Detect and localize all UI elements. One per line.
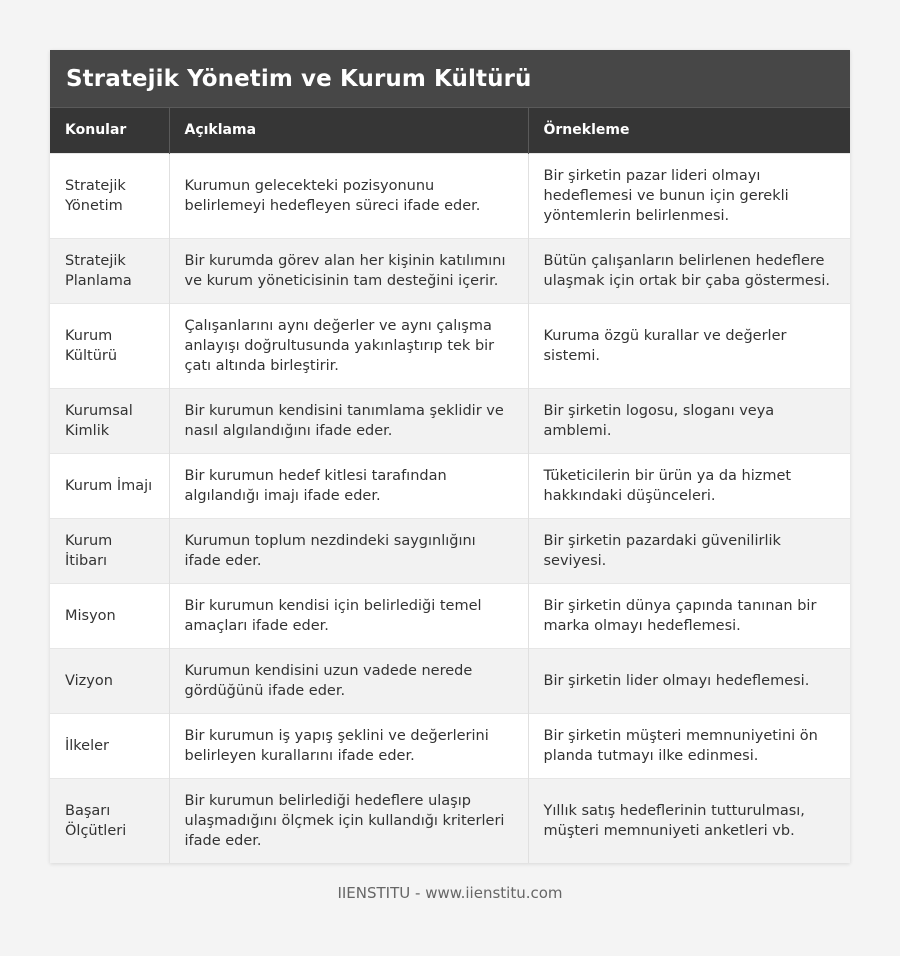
table-row bbox=[50, 713, 850, 778]
cell-example: Bir şirketin lider olmayı hedeflemesi. bbox=[528, 648, 850, 713]
page-title: Stratejik Yönetim ve Kurum Kültürü bbox=[66, 65, 532, 92]
cell-example: Kuruma özgü kurallar ve değerler sistemi. bbox=[528, 303, 850, 388]
table-card bbox=[50, 50, 850, 863]
table-row bbox=[50, 238, 850, 303]
column-header-ornekleme: Örnekleme bbox=[543, 122, 630, 139]
cell-description: Bir kurumda görev alan her kişinin katılımını ve kurum yöneticisinin tam desteğini içerir. bbox=[169, 238, 528, 303]
table-header-row bbox=[50, 108, 850, 153]
table-row bbox=[50, 778, 850, 863]
cell-example: Bir şirketin pazar lideri olmayı hedeflemesi ve bunun için gerekli yöntemlerin belirlenmesi. bbox=[528, 153, 850, 238]
cell-description: Çalışanlarını aynı değerler ve aynı çalışma anlayışı doğrultusunda yakınlaştırıp tek bir çatı altında birleştirir. bbox=[169, 303, 528, 388]
cell-description: Bir kurumun kendisi için belirlediği temel amaçları ifade eder. bbox=[169, 583, 528, 648]
cell-example: Tüketicilerin bir ürün ya da hizmet hakkındaki düşünceleri. bbox=[528, 453, 850, 518]
cell-example: Bir şirketin pazardaki güvenilirlik seviyesi. bbox=[528, 518, 850, 583]
cell-topic: Kurum İtibarı bbox=[50, 518, 169, 583]
table-row bbox=[50, 303, 850, 388]
cell-example: Bir şirketin dünya çapında tanınan bir marka olmayı hedeflemesi. bbox=[528, 583, 850, 648]
cell-example: Bir şirketin logosu, sloganı veya amblemi. bbox=[528, 388, 850, 453]
cell-description: Kurumun gelecekteki pozisyonunu belirlemeyi hedefleyen süreci ifade eder. bbox=[169, 153, 528, 238]
cell-topic: Kurum İmajı bbox=[50, 453, 169, 518]
cell-description: Bir kurumun iş yapış şeklini ve değerlerini belirleyen kurallarını ifade eder. bbox=[169, 713, 528, 778]
data-table bbox=[50, 108, 850, 863]
table-row bbox=[50, 648, 850, 713]
cell-topic: Stratejik Yönetim bbox=[50, 153, 169, 238]
cell-description: Kurumun kendisini uzun vadede nerede gördüğünü ifade eder. bbox=[169, 648, 528, 713]
table-row bbox=[50, 518, 850, 583]
table-row bbox=[50, 453, 850, 518]
cell-topic: İlkeler bbox=[50, 713, 169, 778]
column-header-konular: Konular bbox=[50, 108, 169, 153]
cell-topic: Stratejik Planlama bbox=[50, 238, 169, 303]
footer-credit: IIENSTITU - www.iienstitu.com bbox=[337, 884, 563, 902]
cell-topic: Kurum Kültürü bbox=[50, 303, 169, 388]
table-row bbox=[50, 388, 850, 453]
cell-topic: Kurumsal Kimlik bbox=[50, 388, 169, 453]
title-bar bbox=[50, 50, 850, 108]
cell-description: Kurumun toplum nezdindeki saygınlığını ifade eder. bbox=[169, 518, 528, 583]
column-header-aciklama: Açıklama bbox=[169, 108, 528, 153]
cell-example: Bir şirketin müşteri memnuniyetini ön planda tutmayı ilke edinmesi. bbox=[528, 713, 850, 778]
table-row bbox=[50, 153, 850, 238]
cell-description: Bir kurumun hedef kitlesi tarafından algılandığı imajı ifade eder. bbox=[169, 453, 528, 518]
cell-example: Bütün çalışanların belirlenen hedeflere ulaşmak için ortak bir çaba göstermesi. bbox=[528, 238, 850, 303]
cell-description: Bir kurumun belirlediği hedeflere ulaşıp ulaşmadığını ölçmek için kullandığı kriterleri ifade eder. bbox=[169, 778, 528, 863]
cell-topic: Misyon bbox=[50, 583, 169, 648]
cell-example: Yıllık satış hedeflerinin tutturulması, müşteri memnuniyeti anketleri vb. bbox=[528, 778, 850, 863]
cell-description: Bir kurumun kendisini tanımlama şeklidir ve nasıl algılandığını ifade eder. bbox=[169, 388, 528, 453]
cell-topic: Vizyon bbox=[50, 648, 169, 713]
table-row bbox=[50, 583, 850, 648]
cell-topic: Başarı Ölçütleri bbox=[50, 778, 169, 863]
